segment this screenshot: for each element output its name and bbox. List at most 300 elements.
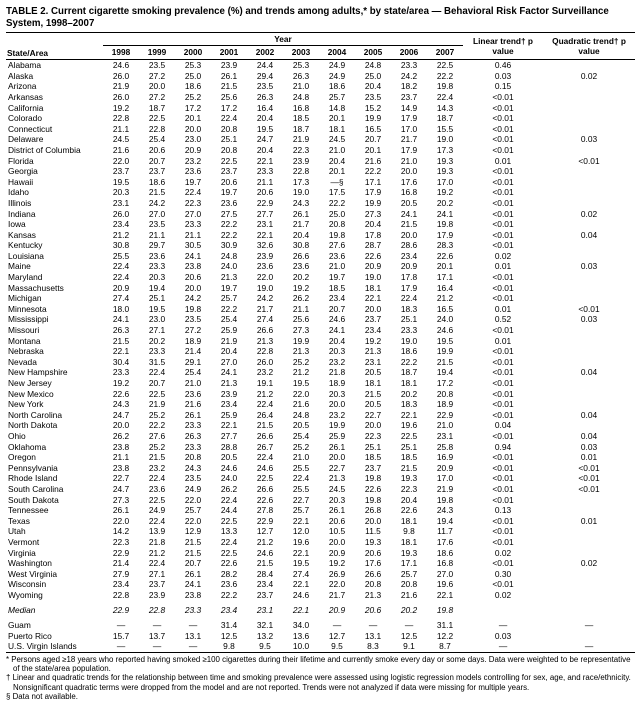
prevalence-value: 24.6 [256,462,274,473]
prevalence-value: 22.4 [112,272,130,283]
prevalence-value: 22.4 [148,367,166,378]
linear-trend-p-value: <0.01 [492,187,514,198]
prevalence-value: 13.1 [364,630,382,641]
prevalence-value: 21.5 [256,420,274,431]
prevalence-value: — [152,620,162,631]
linear-trend-p-value: <0.01 [492,113,514,124]
prevalence-value: 20.3 [328,388,346,399]
prevalence-value: 27.2 [148,70,166,81]
prevalence-value: 11.7 [437,526,453,537]
prevalence-value: 21.2 [148,547,166,558]
quadratic-trend-p-value [543,81,635,92]
quadratic-trend-p-value: — [584,641,594,652]
prevalence-value: 22.3 [292,144,310,155]
prevalence-value: 25.0 [328,208,346,219]
prevalence-value: 25.2 [148,409,166,420]
prevalence-value: 26.3 [256,91,274,102]
prevalence-value: 21.0 [184,378,202,388]
prevalence-value: 21.5 [364,388,382,399]
prevalence-value: 16.4 [436,282,454,293]
state-area-name: Pennsylvania [8,462,58,473]
prevalence-value: 22.9 [256,515,274,526]
linear-trend-p-value: <0.01 [492,272,514,283]
prevalence-value: 24.0 [436,314,454,325]
prevalence-value: 22.4 [400,293,418,304]
prevalence-value: 20.3 [148,272,166,283]
prevalence-value: 34.0 [292,620,310,631]
prevalence-value: 27.0 [148,208,166,219]
table-row [6,230,635,241]
prevalence-value: 17.0 [400,123,418,134]
prevalence-value: 23.2 [328,409,346,420]
prevalence-value: 25.7 [220,293,238,304]
prevalence-value: 24.9 [148,505,166,516]
prevalence-value: 22.2 [220,219,238,230]
prevalence-value: 18.6 [328,81,346,92]
linear-trend-p-value [463,600,543,620]
table-row [6,431,635,442]
prevalence-value: 24.5 [328,483,346,494]
prevalence-value: 20.0 [400,229,418,240]
prevalence-value: 21.3 [328,473,346,484]
prevalence-value: 19.5 [112,176,130,187]
quadratic-trend-p-value [543,166,635,177]
linear-trend-p-value: <0.01 [492,197,514,208]
prevalence-value: 21.1 [184,229,202,240]
linear-trend-p-value: 0.46 [494,60,512,71]
prevalence-value: 17.9 [400,144,418,155]
prevalence-value: 24.5 [112,134,130,145]
prevalence-value: 21.5 [184,536,202,547]
prevalence-value: 23.9 [148,589,166,600]
prevalence-value: 23.3 [112,367,130,378]
prevalence-value: 23.1 [436,430,454,441]
state-area-name: Mississippi [8,314,49,325]
prevalence-value: 19.0 [436,134,454,145]
prevalence-value: 22.7 [328,462,346,473]
prevalence-value: 18.9 [328,378,346,388]
prevalence-value: 22.0 [112,515,130,526]
prevalence-value: 19.0 [364,272,382,283]
quadratic-trend-p-value: <0.01 [578,462,600,473]
quadratic-trend-p-value [543,145,635,156]
prevalence-value: 20.7 [148,155,166,166]
state-area-name: Nebraska [8,346,44,357]
prevalence-value: 25.5 [292,483,310,494]
prevalence-value: 24.1 [184,579,202,590]
prevalence-value: 21.2 [112,229,130,240]
prevalence-value: 20.1 [364,144,382,155]
prevalence-value: —§ [330,176,344,187]
prevalence-value: 23.5 [148,60,166,71]
prevalence-value: 21.5 [436,356,454,367]
linear-trend-p-value: — [498,641,508,652]
prevalence-value: 23.3 [400,325,418,336]
prevalence-value: 21.2 [292,367,310,378]
table-row [6,325,635,336]
linear-trend-p-value: <0.01 [492,409,514,420]
prevalence-value: 9.8 [223,641,235,652]
prevalence-value: 23.5 [184,473,202,484]
prevalence-value: 30.9 [220,240,238,251]
prevalence-value: 25.1 [148,293,166,304]
state-area-name: Missouri [8,325,40,336]
quadratic-trend-p-value [543,60,635,71]
linear-trend-p-value: <0.01 [492,452,514,463]
prevalence-value: 27.0 [184,208,202,219]
prevalence-value: 22.0 [184,494,202,505]
prevalence-value: 26.8 [364,505,382,516]
state-area-name: Washington [8,558,52,569]
linear-trend-p-value: 0.94 [494,441,512,452]
prevalence-value: 23.4 [112,219,130,230]
column-header-year-1999: 1999 [139,46,175,60]
prevalence-value: 25.1 [220,134,238,145]
prevalence-value: 17.6 [400,176,418,187]
prevalence-value: 23.6 [148,250,166,261]
prevalence-value: 18.5 [292,113,310,124]
prevalence-value: 22.4 [436,91,454,102]
state-area-name: Nevada [8,356,37,367]
linear-trend-p-value: <0.01 [492,219,514,230]
quadratic-trend-p-value: 0.04 [580,430,598,441]
table-row [6,283,635,294]
prevalence-value: 16.9 [436,452,454,463]
prevalence-value: 8.3 [367,641,379,652]
prevalence-value: 26.1 [184,409,202,420]
quadratic-trend-p-value [543,124,635,135]
prevalence-value: 23.4 [220,399,238,410]
prevalence-value: 19.0 [292,187,310,198]
prevalence-value: 24.1 [184,250,202,261]
prevalence-value: 18.9 [436,399,454,410]
prevalence-value: 24.6 [328,314,346,325]
table-row [6,548,635,559]
prevalence-value: 14.8 [328,102,346,113]
column-header-year-2007: 2007 [427,46,463,60]
prevalence-value: 22.0 [112,155,130,166]
prevalence-value: 19.4 [436,515,454,526]
linear-trend-p-value: 0.30 [494,568,512,579]
prevalence-value: 22.3 [184,197,202,208]
prevalence-value: 18.6 [436,547,454,558]
prevalence-value: 21.6 [400,589,418,600]
prevalence-value: 24.1 [400,208,418,219]
prevalence-value: 10.0 [292,641,310,652]
prevalence-value: 20.8 [220,144,238,155]
quadratic-trend-p-value [543,240,635,251]
prevalence-value: 18.1 [400,378,418,388]
quadratic-trend-p-value: <0.01 [578,483,600,494]
prevalence-value: 22.2 [220,229,238,240]
prevalence-value: 19.3 [436,155,454,166]
prevalence-value: 25.0 [184,70,202,81]
prevalence-value: 27.5 [220,208,238,219]
prevalence-value: 19.9 [436,346,454,357]
prevalence-value: 18.5 [364,452,382,463]
prevalence-value: 24.8 [292,409,310,420]
prevalence-value: 21.1 [292,303,310,314]
linear-trend-p-value: <0.01 [492,558,514,569]
prevalence-value: 27.2 [184,325,202,336]
prevalence-value: 20.9 [364,261,382,272]
prevalence-value: 20.3 [328,494,346,505]
prevalence-value: 20.3 [328,346,346,357]
linear-trend-p-value: <0.01 [492,166,514,177]
prevalence-value: 21.2 [256,388,274,399]
quadratic-trend-p-value: <0.01 [578,473,600,484]
prevalence-value: 18.1 [400,515,418,526]
prevalence-value: 28.4 [256,568,274,579]
prevalence-value: 19.2 [112,378,130,388]
prevalence-value: 18.7 [292,123,310,134]
table-header [6,33,635,60]
prevalence-value: 23.3 [184,605,202,616]
prevalence-value: 20.2 [400,605,418,616]
state-area-name: Median [8,605,36,616]
prevalence-value: 21.8 [328,367,346,378]
prevalence-value: 17.9 [400,282,418,293]
prevalence-value: 21.9 [220,335,238,346]
state-area-name: Vermont [8,536,40,547]
prevalence-value: 26.3 [112,325,130,336]
prevalence-value: 19.3 [400,473,418,484]
linear-trend-p-value: 0.02 [494,250,512,261]
table-row [6,198,635,209]
prevalence-value: 17.8 [364,229,382,240]
linear-trend-p-value: <0.01 [492,123,514,134]
prevalence-value: 20.2 [436,197,454,208]
prevalence-value: 20.4 [256,144,274,155]
prevalence-value: 26.1 [328,505,346,516]
prevalence-value: 23.3 [184,441,202,452]
prevalence-value: — [116,641,126,652]
quadratic-trend-p-value [543,631,635,642]
linear-trend-p-value: — [498,620,508,631]
prevalence-value: 14.9 [400,102,418,113]
prevalence-value: 27.3 [112,494,130,505]
prevalence-value: 13.7 [148,630,166,641]
prevalence-value: 21.2 [256,536,274,547]
linear-trend-p-value: <0.01 [492,494,514,505]
prevalence-value: 18.1 [364,282,382,293]
table-row [6,113,635,124]
quadratic-trend-p-value [543,505,635,516]
prevalence-value: 25.2 [184,91,202,102]
prevalence-value: 26.2 [112,430,130,441]
table-row [6,187,635,198]
prevalence-value: 21.9 [292,134,310,145]
table-row [6,389,635,400]
prevalence-value: 20.1 [328,113,346,124]
prevalence-value: 19.0 [256,282,274,293]
prevalence-value: 21.5 [148,187,166,198]
prevalence-value: 22.8 [148,123,166,134]
table-row [6,177,635,188]
quadratic-trend-p-value: 0.02 [580,70,598,81]
state-area-name: Rhode Island [8,473,58,484]
prevalence-value: 23.6 [148,483,166,494]
prevalence-value: 20.5 [292,420,310,431]
prevalence-value: 25.5 [292,462,310,473]
linear-trend-p-value: 0.04 [494,420,512,431]
prevalence-value: 29.4 [256,70,274,81]
prevalence-value: 27.1 [148,325,166,336]
table-row [6,537,635,548]
prevalence-value: 22.5 [400,430,418,441]
prevalence-value: 25.7 [184,505,202,516]
table-row [6,293,635,304]
prevalence-value: 13.2 [256,630,274,641]
state-area-name: Guam [8,620,31,631]
prevalence-value: 22.1 [292,547,310,558]
table-row [6,399,635,410]
prevalence-value: 23.4 [112,579,130,590]
quadratic-trend-p-value [543,420,635,431]
prevalence-value: 23.0 [184,134,202,145]
prevalence-value: 19.8 [328,229,346,240]
prevalence-value: 24.7 [112,483,130,494]
prevalence-value: 20.4 [256,113,274,124]
quadratic-trend-p-value [543,92,635,103]
prevalence-value: 17.0 [436,176,454,187]
prevalence-value: 25.9 [328,430,346,441]
quadratic-trend-p-value: 0.01 [580,452,598,463]
prevalence-value: 19.3 [400,547,418,558]
prevalence-value: 22.1 [220,420,238,431]
prevalence-value: 19.4 [436,367,454,378]
prevalence-value: 24.6 [220,462,238,473]
state-area-name: Indiana [8,208,36,219]
prevalence-value: 19.0 [400,335,418,346]
prevalence-value: 23.6 [184,388,202,399]
prevalence-value: 28.2 [220,568,238,579]
prevalence-value: 23.4 [256,579,274,590]
quadratic-trend-p-value [543,537,635,548]
prevalence-value: 23.4 [400,250,418,261]
prevalence-value: 22.2 [400,356,418,367]
quadratic-trend-p-value [543,113,635,124]
linear-trend-p-value: 0.03 [494,70,512,81]
prevalence-value: 20.4 [292,229,310,240]
state-area-name: Minnesota [8,303,47,314]
state-area-name: Wyoming [8,589,43,600]
column-header-linear-trend: Linear trend† p value [463,33,543,60]
prevalence-value: 22.0 [256,272,274,283]
state-area-name: New York [8,399,44,410]
prevalence-value: 18.3 [400,303,418,314]
state-area-name: Iowa [8,219,26,230]
prevalence-value: 19.8 [436,605,454,616]
prevalence-value: 28.7 [364,240,382,251]
prevalence-value: 21.5 [400,219,418,230]
prevalence-value: 22.0 [184,515,202,526]
prevalence-value: 17.8 [400,272,418,283]
prevalence-value: 23.1 [364,356,382,367]
prevalence-value: 23.9 [292,155,310,166]
prevalence-value: 20.0 [328,536,346,547]
prevalence-value: 26.6 [292,250,310,261]
prevalence-value: 20.2 [148,335,166,346]
prevalence-value: 26.0 [256,356,274,367]
prevalence-value: 20.1 [184,113,202,124]
prevalence-value: 20.8 [436,388,454,399]
linear-trend-p-value: 0.01 [494,155,512,166]
prevalence-value: 21.3 [220,378,238,388]
prevalence-value: 22.2 [436,70,454,81]
state-area-name: Michigan [8,293,42,304]
prevalence-value: 24.0 [220,473,238,484]
state-area-name: Arizona [8,81,37,92]
prevalence-value: 24.9 [328,70,346,81]
prevalence-value: 16.8 [292,102,310,113]
prevalence-value: 16.5 [364,123,382,134]
prevalence-value: 18.0 [112,303,130,314]
table-row [6,304,635,315]
linear-trend-p-value: <0.01 [492,356,514,367]
table-row [6,145,635,156]
quadratic-trend-p-value [543,293,635,304]
prevalence-value: 17.3 [292,176,310,187]
prevalence-value: 21.7 [328,589,346,600]
prevalence-value: 20.8 [364,579,382,590]
prevalence-value: 25.6 [220,91,238,102]
table-row [6,272,635,283]
prevalence-value: 21.1 [256,176,274,187]
prevalence-value: 21.3 [364,589,382,600]
prevalence-value: 22.8 [292,166,310,177]
quadratic-trend-p-value [543,548,635,559]
prevalence-value: 22.4 [220,494,238,505]
prevalence-value: 25.3 [184,60,202,71]
prevalence-value: 22.5 [220,155,238,166]
table-row [6,367,635,378]
prevalence-value: 20.0 [364,515,382,526]
prevalence-value: 22.2 [220,589,238,600]
prevalence-value: 24.0 [220,261,238,272]
prevalence-value: 24.3 [112,399,130,410]
prevalence-value: 15.7 [112,630,130,641]
prevalence-value: 12.5 [220,630,238,641]
linear-trend-p-value: <0.01 [492,473,514,484]
prevalence-value: 23.2 [328,356,346,367]
prevalence-value: 20.0 [400,166,418,177]
prevalence-value: 9.5 [259,641,271,652]
prevalence-value: 29.1 [184,356,202,367]
prevalence-value: 20.0 [148,81,166,92]
prevalence-value: 22.4 [220,536,238,547]
prevalence-value: 21.4 [184,346,202,357]
prevalence-value: 27.7 [220,430,238,441]
prevalence-value: 21.3 [256,335,274,346]
prevalence-value: 26.1 [184,568,202,579]
prevalence-value: 22.8 [112,589,130,600]
prevalence-value: 19.9 [364,113,382,124]
table-row [6,314,635,325]
prevalence-value: 12.7 [256,526,274,537]
state-area-name: Georgia [8,166,38,177]
prevalence-value: 20.6 [364,547,382,558]
prevalence-value: 23.3 [184,420,202,431]
quadratic-trend-p-value [543,569,635,580]
prevalence-value: 18.6 [148,176,166,187]
prevalence-value: 23.3 [148,346,166,357]
prevalence-value: 20.2 [400,388,418,399]
prevalence-value: 17.2 [436,378,454,388]
prevalence-value: 23.9 [256,250,274,261]
prevalence-value: 23.9 [220,388,238,399]
prevalence-value: 31.5 [148,356,166,367]
